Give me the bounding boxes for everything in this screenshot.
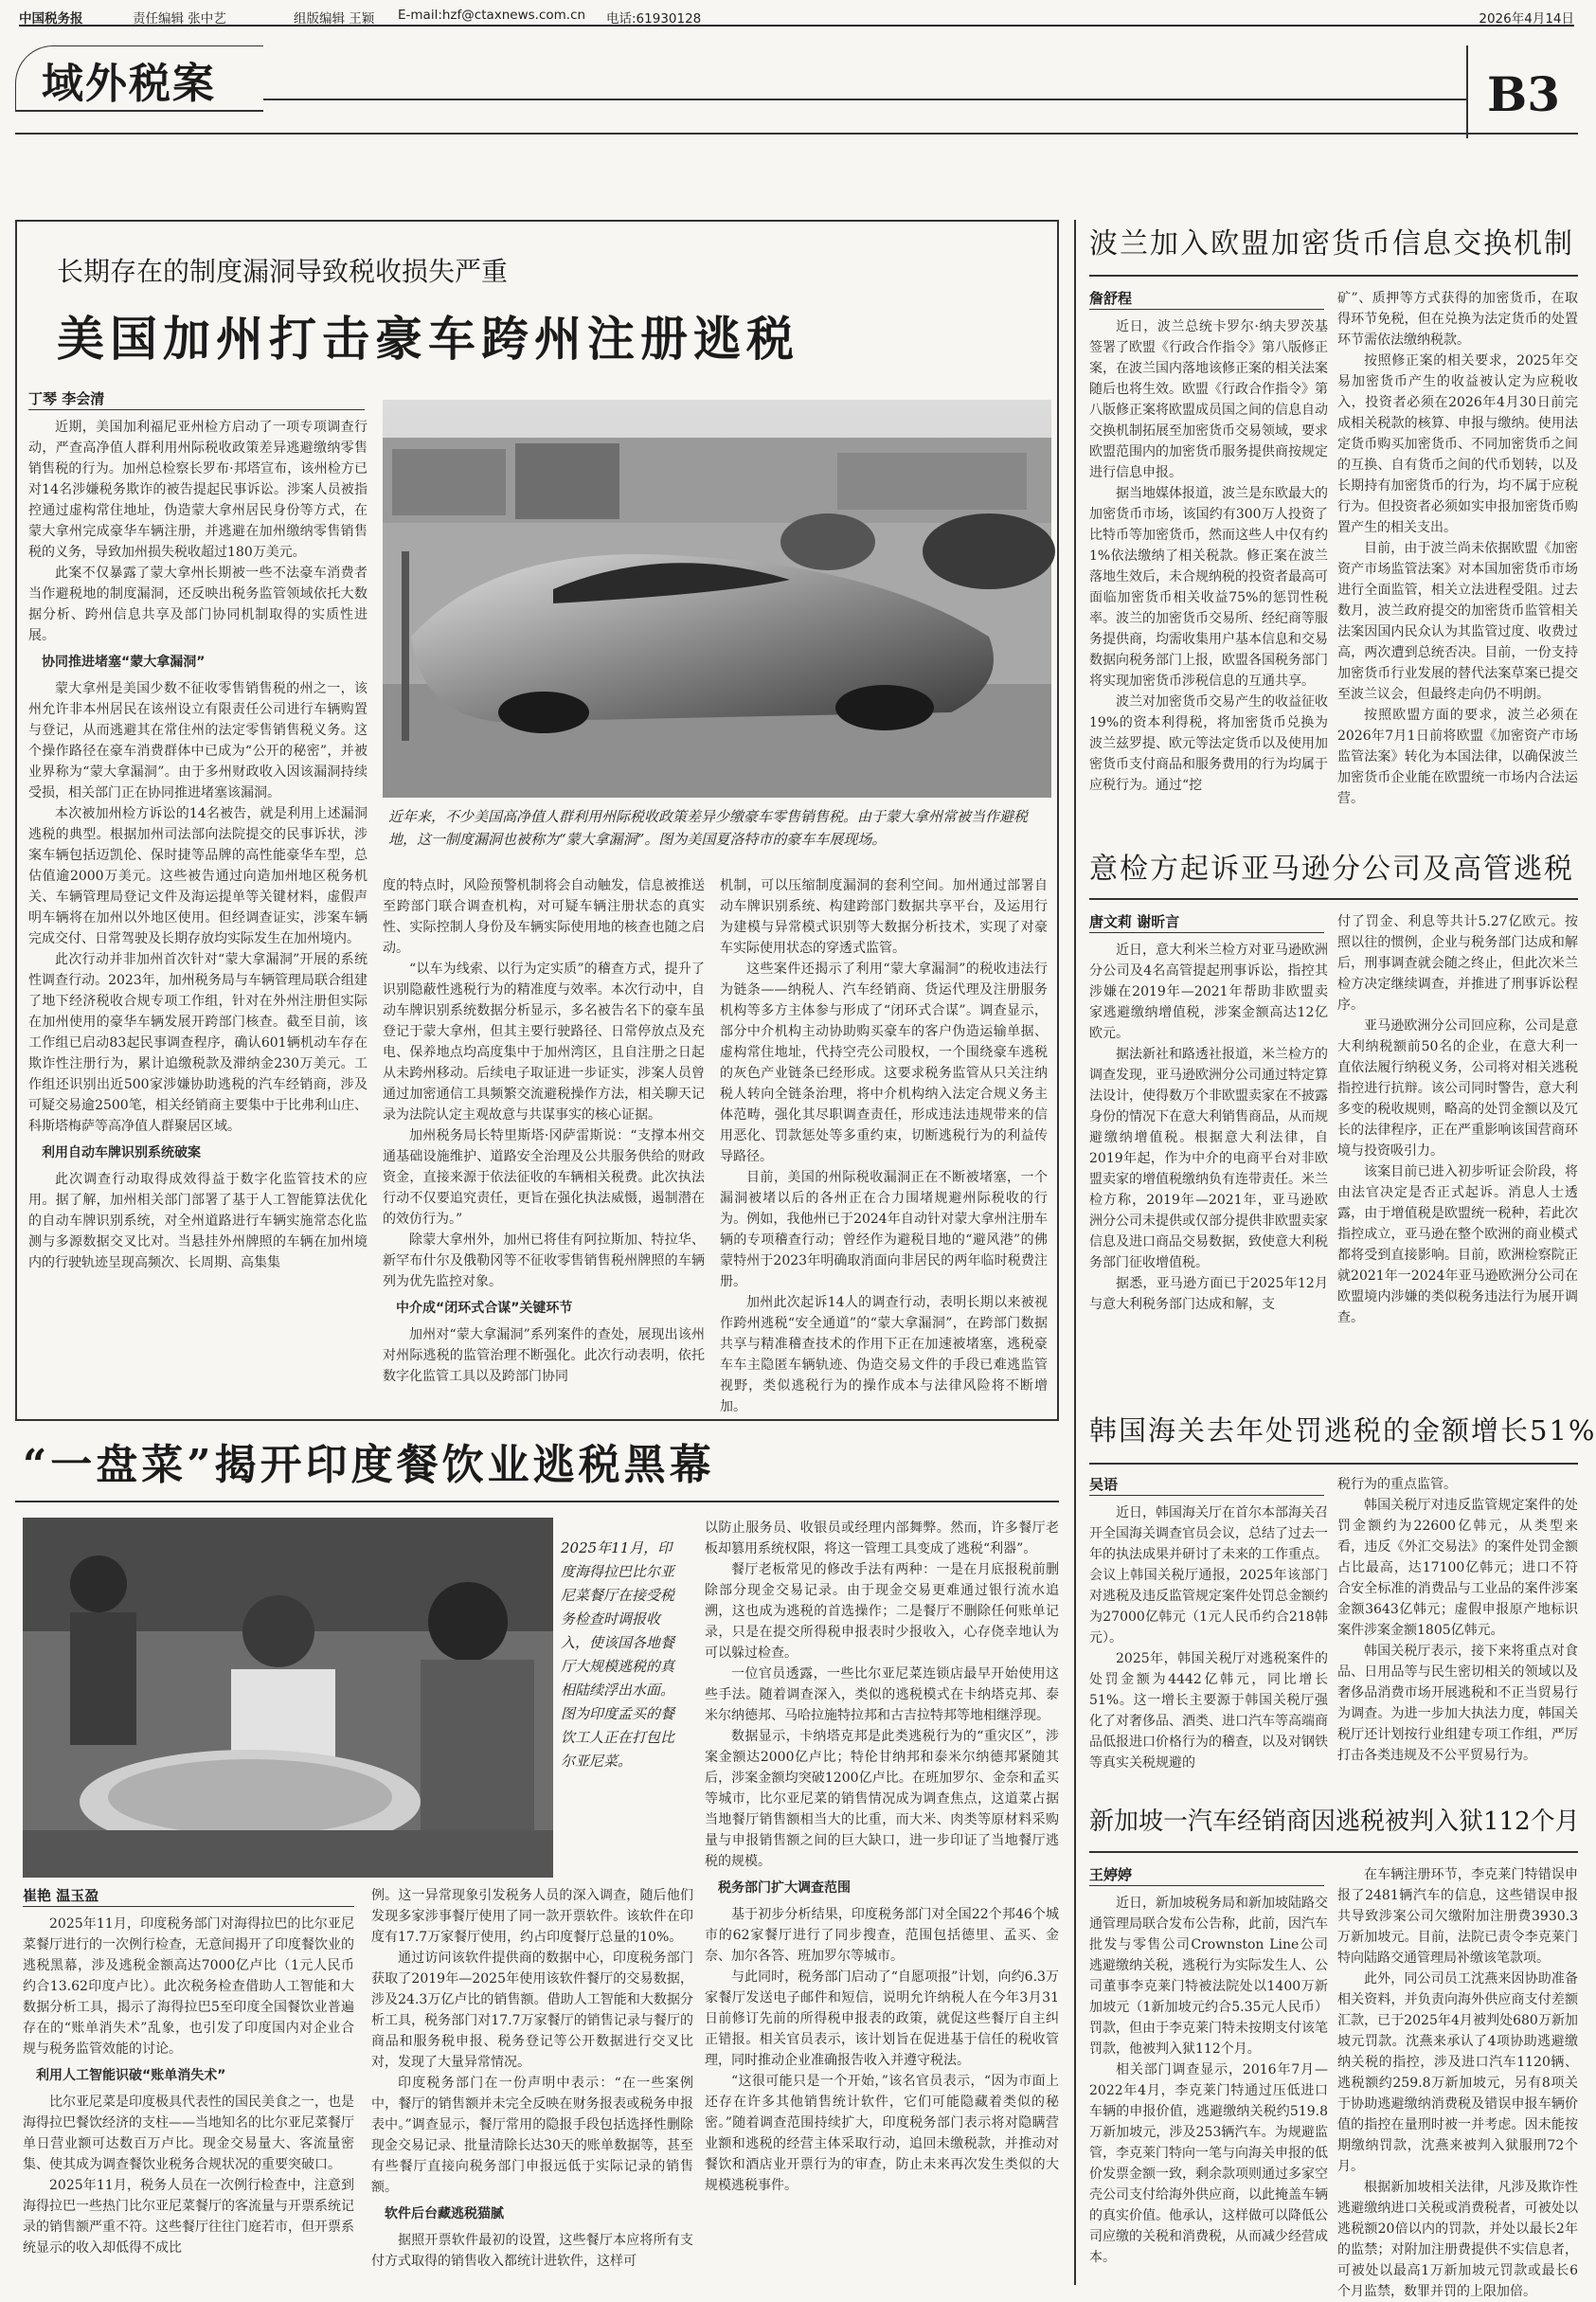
lead-paragraph: 此案不仅暴露了蒙大拿州长期被一些不法豪车消费者当作避税地的制度漏洞，还反映出税务监管领域依托大数据分析、跨州信息共享及部门协同机制取得的实质性进展。 (28, 566, 368, 643)
india-paragraph: 比尔亚尼菜是印度极具代表性的国民美食之一，也是海得拉巴餐饮经济的支柱——当地知名的比尔亚尼菜餐厅单日营业额可达数百万卢比。现金交易量大、客流量密集、使其成为调查餐饮业税务合规状况的重要突破口。 (23, 2095, 354, 2172)
korea-byline: 吴语 (1089, 1476, 1119, 1493)
korea-byline-rule (1089, 1495, 1324, 1496)
lead-subhead: 协同推进堵塞“蒙大拿漏洞” (42, 655, 206, 670)
date: 2026年4月14日 (1479, 11, 1574, 27)
lead-paragraph: 加州税务局长特里斯塔·冈萨雷斯说：“支撑本州交通基础设施维护、道路安全治理及公共服务供给的财政资金，直接来源于依法征收的车辆相关税费。此次执法行动不仅要追究责任，更旨在强化执法威慑，遏制潜在的效仿行为。” (383, 1128, 705, 1227)
india-paragraph: 基于初步分析结果，印度税务部门对全国22个邦46个城市的62家餐厅进行了同步搜查，范围包括德里、孟买、金奈、加尔各答、班加罗尔等城市。 (705, 1907, 1059, 1964)
india-paragraph: 数据显示，卡纳塔克邦是此类逃税行为的“重灾区”，涉案金额达2000亿卢比；特伦甘纳邦和泰米尔纳德邦紧随其后，涉案金额均突破1200亿卢比。在班加罗尔、金奈和孟买等城市，比尔亚尼菜的销售情况成为调查焦点，这道菜占据当地餐厅销售额相当大的比重，而大米、肉类等原材料采购量与申报销售额之间的巨大缺口，进一步印证了当地餐厅逃税的规模。 (705, 1729, 1059, 1869)
singapore-column-2 (1337, 1864, 1578, 2299)
poland-paragraph: 按照欧盟方面的要求，波兰必须在2026年7月1日前将欧盟《加密资产市场监管法案》转化为本国法律，以确保波兰加密货币企业能在欧盟统一市场内合法运营。 (1337, 708, 1578, 806)
singapore-byline-rule (1089, 1885, 1324, 1886)
india-subhead: 软件后台藏逃税猫腻 (385, 2206, 504, 2221)
poland-paragraph: 据当地媒体报道，波兰是东欧最大的加密货币市场，该国约有300万人投资了比特币等加密货币，然而这些人中仅有约1%依法缴纳了相关税款。修正案在波兰落地生效后，未合规纳税的投资者最高可面临加密货币相关收益75%的惩罚性税率。波兰的加密货币交易所、经纪商等服务提供商，均需收集用户基本信息和交易数据向税务部门上报，欧盟各国税务部门将实现加密货币涉税信息的互通共享。 (1089, 486, 1328, 689)
email: E-mail:hzf@ctaxnews.com.cn (398, 8, 586, 23)
lead-column-1 (28, 417, 368, 1412)
india-paragraph: 以防止服务员、收银员或经理内部舞弊。然而，许多餐厅老板却篡用系统权限，将这一管理工具变成了逃税“利器”。 (705, 1520, 1059, 1556)
india-column-2 (371, 1885, 693, 2285)
lead-title: 美国加州打击豪车跨州注册逃税 (57, 311, 799, 367)
poland-title-rule (1089, 275, 1578, 277)
biryani-photo (23, 1518, 553, 1878)
singapore-title: 新加坡一汽车经销商因逃税被判入狱112个月 (1089, 1807, 1580, 1836)
lead-paragraph: “以车为线索、以行为定实质”的稽查方式，提升了识别隐蔽性逃税行为的精准度与效率。本次行动中，自动车牌识别系统数据分析显示，多名被告名下的豪车虽登记于蒙大拿州，但其主要行驶路径、日常停放点及充电、保养地点均高度集中于加州湾区，且自注册之日起从未跨州移动。后续电子取证进一步证实，涉案人员曾通过加密通信工具频繁交流避税操作方法，相关聊天记录为法院认定主观故意与共谋事实的核心证据。 (383, 962, 705, 1123)
india-column-1 (23, 1914, 354, 2285)
poland-paragraph: 近日，波兰总统卡罗尔·纳夫罗茨基签署了欧盟《行政合作指令》第八版修正案，在波兰国内落地该修正案的相关法案随后也将生效。欧盟《行政合作指令》第八版修正案将欧盟成员国之间的信息自动交换机制拓展至加密货币交易领域，要求欧盟范围内的加密货币服务提供商按规定进行信息申报。 (1089, 319, 1328, 480)
korea-paragraph: 税行为的重点监管。 (1337, 1477, 1457, 1492)
italy-paragraph: 付了罚金、利息等共计5.27亿欧元。按照以往的惯例，企业与税务部门达成和解后，刑事调查就会随之终止，但此次米兰检方决定继续调查，并推进了刑事诉讼程序。 (1337, 914, 1578, 1013)
singapore-paragraph: 此外，同公司员工沈燕来因协助准备相关资料，并负责向海外供应商支付差额汇款，已于2025年4月被判处680万新加坡元罚款。沈燕来承认了4项协助逃避缴纳关税的指控，涉及进口汽车1120辆、逃税额约259.8万新加坡元，另有8项关于协助逃避缴纳消费税及错误申报车辆价值的指控在量刑时被一并考虑。因未能按期缴纳罚款，沈燕来被判入狱服刑72个月。 (1337, 1971, 1578, 2174)
lead-paragraph: 蒙大拿州是美国少数不征收零售销售税的州之一，该州允许非本州居民在该州设立有限责任公司进行车辆购置与登记，从而逃避其在常住州的法定零售销售税义务。这个操作路径在豪车消费群体中已成为“公开的秘密”，并被业界称为“蒙大拿漏洞”。由于多州财政收入因该漏洞持续受损，相关部门正在协同推进堵塞该漏洞。 (28, 681, 368, 800)
poland-column-1 (1089, 316, 1328, 834)
india-column-3 (705, 1518, 1059, 2285)
korea-title: 韩国海关去年处罚逃税的金额增长51% (1089, 1414, 1596, 1447)
lead-paragraph: 本次被加州检方诉讼的14名被告，就是利用上述漏洞逃税的典型。根据加州司法部向法院提交的民事诉状，涉案车辆包括迈凯伦、保时捷等品牌的高性能豪华车型，总估值逾2000万美元。这些被告通过向造加州地区税务机关、车辆管理局登记文件及海运提单等关键材料，虚假声明车辆将在加州以外地区使用。但经调查证实，涉案车辆完成交付、日常驾驶及长期存放均实际发生在加州境内。 (28, 806, 368, 946)
singapore-paragraph: 在车辆注册环节，李克莱门特错误申报了2481辆汽车的信息，这些错误申报共导致涉案公司欠缴附加注册费3930.3万新加坡元。目前，法院已责令李克莱门特向陆路交通管理局补缴该笔款项。 (1337, 1867, 1578, 1966)
editor: 责任编辑 张中艺 (133, 11, 226, 27)
india-paragraph: 据照开票软件最初的设置，这些餐厅本应将所有支付方式取得的销售收入都统计进软件，这样可 (371, 2233, 693, 2269)
lead-kicker: 长期存在的制度漏洞导致税收损失严重 (57, 256, 509, 287)
poland-byline-rule (1089, 309, 1324, 310)
italy-title: 意检方起诉亚马逊分公司及高管逃税 (1089, 853, 1574, 886)
india-paragraph: 2025年11月，印度税务部门对海得拉巴的比尔亚尼菜餐厅进行的一次例行检查，无意间揭开了印度餐饮业的逃税黑幕，涉及逃税金额高达7000亿卢比（1元人民币约合13.62印度卢比）。此次税务检查借助人工智能和大数据分析工具，揭示了海得拉巴5至印度全国餐饮业普遍存在的“账单消失术”乱象，也引发了印度国内对企业合规与税务监管效能的讨论。 (23, 1916, 354, 2057)
lead-paragraph: 此次行动并非加州首次针对“蒙大拿漏洞”开展的系统性调查行动。2023年，加州税务局与车辆管理局联合组建了地下经济税收合规专项工作组，针对在外州注册但实际在加州使用的豪华车辆发展开跨部门核查。截至目前，该工作组已启动83起民事调查程序，确认601辆机动车存在欺诈性注册行为，累计追缴税款及滞纳金230万美元。工作组还识别出近500家涉嫌协助逃税的汽车经销商，涉及可疑交易逾2500笔，相关经销商主要集中于比弗利山庄、科斯塔梅萨等高净值人群聚居区域。 (28, 952, 368, 1134)
india-paragraph: 与此同时，税务部门启动了“自愿项报”计划，向约6.3万家餐厅发送电子邮件和短信，说明允许纳税人在今年3月31日前修订先前的所得税申报表的政策，就促这些餐厅自主纠正错报。相关官员表示，该计划旨在促进基于信任的税收管理，同时推动企业准确报告收入并遵守税法。 (705, 1969, 1059, 2068)
right-column-divider (1074, 220, 1076, 2285)
lead-paragraph: 这些案件还揭示了利用“蒙大拿漏洞”的税收违法行为链条——纳税人、汽车经销商、货运代理及注册服务机构等多方主体参与形成了“闭环式合谋”。调查显示，部分中介机构主动协助购买豪车的客户伪造运输单据、虚构常住地址，代持空壳公司股权，一个围绕豪车逃税的灰色产业链条已经形成。这要求税务监管从只关注纳税人转向全链条治理，将中介机构纳入法定合规义务主体范畴，强化其尽职调查责任，形成违法违规带来的信用恶化、罚款惩处等多重约束，切断逃税行为的利益传导路径。 (720, 962, 1048, 1164)
lead-paragraph: 近期，美国加利福尼亚州检方启动了一项专项调查行动，严查高净值人群利用州际税收政策差异逃避缴纳零售销售税的行为。加州总检察长罗布·邦塔宣布，该州检方已对14名涉嫌税务欺诈的被告提起民事诉讼。涉案人员被指控通过虚构常住地址，伪造蒙大拿州居民身份等方式，在蒙大拿州完成豪华车辆注册，并逃避在加州缴纳零售销售税的义务，导致加州损失税收超过180万美元。 (28, 420, 368, 560)
singapore-paragraph: 根据新加坡相关法律，凡涉及欺诈性逃避缴纳进口关税或消费税者，可被处以逃税额20倍以内的罚款，并处以最长2年的监禁；对附加注册费提供不实信息者，可被处以最高1万新加坡元罚款或最长6个月监禁，数罪并罚的上限加倍。 (1337, 2180, 1578, 2299)
masthead (19, 6, 1574, 27)
india-subhead: 税务部门扩大调查范围 (718, 1880, 851, 1896)
korea-paragraph: 韩国关税厅对违反监管规定案件的处罚金额约为22600亿韩元，从类型来看，违反《外汇交易法》的案件处罚金额占比最高，达17100亿韩元；进口不符合安全标准的消费品与工业品的案件涉案金额3643亿韩元；虚假申报原产地标识案件涉案金额1805亿韩元。 (1337, 1498, 1578, 1638)
lead-byline-rule (28, 409, 365, 410)
page-number: B3 (1487, 66, 1561, 122)
italy-paragraph: 亚马逊欧洲分公司回应称，公司是意大利纳税额前50名的企业，在意大利一直依法履行纳税义务，公司将对相关逃税指控进行抗辩。该公司同时警告，意大利多变的税收规则，略高的处罚金额以及冗长的法律程序，正在严重影响该国营商环境与投资吸引力。 (1337, 1018, 1578, 1159)
singapore-paragraph: 近日，新加坡税务局和新加坡陆路交通管理局联合发布公告称，此前，因汽车批发与零售公司Crownston Line公司逃避缴纳关税，逃税行为实际发生人、公司董事李克莱门特被法院处以1400万新加坡元（1新加坡元约合5.35元人民币）罚款，但由于李克莱门特未按期支付该笔罚款，他被判入狱112个月。 (1089, 1896, 1328, 2057)
italy-column-2 (1337, 911, 1578, 1398)
lead-paragraph: 此次调查行动取得成效得益于数字化监管技术的应用。据了解，加州相关部门部署了基于人工智能算法优化的自动车牌识别系统，对全州道路进行车辆实施常态化监测与多源数据交叉比对。当悬挂外州牌照的车辆在加州境内的行驶轨迹呈现高频次、长周期、高集集 (28, 1172, 368, 1270)
korea-paragraph: 韩国关税厅表示，接下来将重点对食品、日用品等与民生密切相关的领域以及奢侈品消费市场开展逃税和不正当贸易行为调查。为进一步加大执法力度，韩国关税厅还计划按行业组建专项工作组，严厉打击各类违规及不公平贸易行为。 (1337, 1644, 1578, 1763)
india-paragraph: “这很可能只是一个开始，”该名官员表示，“因为市面上还存在许多其他销售统计软件，它们可能隐藏着类似的秘密。”随着调查范围持续扩大，印度税务部门表示将对隐瞒营业额和逃税的经营主体采取行动，追回未缴税款，并推动对餐饮和酒店业开票行为的审查，防止未来再次发生类似的大规模逃税事件。 (705, 2074, 1059, 2193)
italy-paragraph: 近日，意大利米兰检方对亚马逊欧洲分公司及4名高管提起刑事诉讼，指控其涉嫌在2019年—2021年帮助非欧盟卖家逃避缴纳增值税，涉案金额高达12亿欧元。 (1089, 943, 1328, 1041)
section-name: 域外税案 (42, 60, 216, 108)
lead-paragraph: 目前，美国的州际税收漏洞正在不断被堵塞，一个漏洞被堵以后的各州正在合力围堵规避州际税收的行为。例如，我他州已于2024年自动针对蒙大拿州注册车辆的专项稽查行动；曾经作为避税目地的“避风港”的佛蒙特州于2023年明确取消面向非居民的两年临时税费注册。 (720, 1170, 1048, 1289)
singapore-column-1 (1089, 1893, 1328, 2285)
section-rule (263, 99, 1466, 100)
korea-paragraph: 2025年，韩国关税厅对逃税案件的处罚金额为4442亿韩元，同比增长51%。这一增长主要源于韩国关税厅强化了对奢侈品、酒类、进口汽车等高端商品低报进口价格行为的稽查，以及对钢铁等真实关税规避的 (1089, 1651, 1328, 1771)
phone: 电话:61930128 (606, 11, 702, 27)
india-subhead: 利用人工智能识破“账单消失术” (36, 2068, 226, 2083)
paper-name: 中国税务报 (19, 11, 83, 27)
singapore-paragraph: 相关部门调查显示，2016年7月—2022年4月，李克莱门特通过压低进口车辆的申报价值，逃避缴纳关税约519.8万新加坡元，涉及253辆汽车。为规避监管，李克莱门特向一笔与向海关申报的低价发票金额一致，剩余款项则通过多家空壳公司支付给海外供应商，以此掩盖车辆的真实价值。他承认，这样做可以降低公司应缴的关税和消费税，从而减少经营成本。 (1089, 2062, 1328, 2265)
lead-column-3 (720, 875, 1048, 1412)
italy-paragraph: 据悉，亚马逊方面已于2025年12月与意大利税务部门达成和解，支 (1089, 1276, 1328, 1312)
lead-paragraph: 加州对“蒙大拿漏洞”系列案件的查处，展现出该州对州际逃税的监管治理不断强化。此次行动表明，依托数字化监管工具以及跨部门协同 (383, 1327, 705, 1384)
poland-paragraph: 波兰对加密货币交易产生的收益征收19%的资本利得税，将加密货币兑换为波兰兹罗提、欧元等法定货币以及使用加密货币支付商品和服务费用的行为均属于应税行为。通过“挖 (1089, 694, 1328, 793)
korea-paragraph: 近日，韩国海关厅在首尔本部海关召开全国海关调查官员会议，总结了过去一年的执法成果并研讨了未来的工作重点。会议上韩国关税厅通报，2025年该部门对逃税及违反监管规定案件处罚总金额约为27000亿韩元（1元人民币约合218韩元）。 (1089, 1505, 1328, 1646)
korea-column-2 (1337, 1474, 1578, 1794)
lead-paragraph: 加州此次起诉14人的调查行动，表明长期以来被视作跨州逃税“安全通道”的“蒙大拿漏洞”，在跨部门数据共享与精准稽查技术的作用下正在加速被堵塞，逃税豪车车主隐匿车辆轨迹、伪造交易文件的手段已难逃监管视野，类似逃税行为的操作成本与法律风险将不断增加。 (720, 1295, 1048, 1414)
lead-subhead: 利用自动车牌识别系统破案 (42, 1145, 201, 1160)
india-title-rule (15, 1501, 1059, 1502)
poland-paragraph: 矿”、质押等方式获得的加密货币，在取得环节免税，但在兑换为法定货币的处置环节需依法缴纳税款。 (1337, 291, 1578, 348)
india-paragraph: 一位官员透露，一些比尔亚尼菜连锁店最早开始使用这些手法。随着调查深入，类似的逃税模式在卡纳塔克邦、泰米尔纳德邦、马哈拉施特拉邦和古吉拉特邦等地相继浮现。 (705, 1666, 1059, 1723)
lead-paragraph: 度的特点时，风险预警机制将会自动触发，信息被推送至跨部门联合调查机构，对可疑车辆注册状态的真实性、实际控制人身份及车辆实际使用地的核查也随之启动。 (383, 878, 705, 956)
india-paragraph: 印度税务部门在一份声明中表示：“在一些案例中，餐厅的销售额并未完全反映在财务报表或税务申报表中。”调查显示，餐厅常用的隐报手段包括选择性删除现金交易记录、批量清除长达30天的账单数据等，甚至有些餐厅直接向税务部门申报远低于实际记录的销售额。 (371, 2076, 693, 2195)
poland-paragraph: 目前，由于波兰尚未依据欧盟《加密资产市场监管法案》对本国加密货币市场进行全面监管，相关立法进程受阻。过去数月，波兰政府提交的加密货币监管相关法案因国内民众认为其监管过度、收费过高，两次遭到总统否决。目前，一份支持加密货币行业发展的替代法案草案已提交至波兰议会，但最终走向仍不明朗。 (1337, 541, 1578, 702)
india-caption: 2025年11月，印度海得拉巴比尔亚尼菜餐厅在接受税务检查时调报收入，使该国各地餐厅大规模逃税的真相陆续浮出水面。图为印度孟买的餐饮工人正在打包比尔亚尼菜。 (561, 1539, 675, 1770)
italy-title-rule (1089, 898, 1578, 900)
india-paragraph: 例。这一异常现象引发税务人员的深入调查，随后他们发现多家涉事餐厅使用了同一款开票软件。该软件在印度有17.7万家餐厅使用，约占印度餐厅总量的10%。 (371, 1888, 693, 1945)
italy-byline: 唐文莉 谢昕言 (1089, 913, 1180, 930)
korea-column-1 (1089, 1502, 1328, 1794)
poland-paragraph: 按照修正案的相关要求，2025年交易加密货币产生的收益被认定为应税收入，投资者必须在2026年4月30日前完成相关税款的核算、申报与缴纳。使用法定货币购买加密货币、不同加密货币之间的互换、自有货币之间的代币划转，以及长期持有加密货币的行为，均不属于应税行为。但投资者必须如实申报加密货币购置产生的相关支出。 (1337, 353, 1578, 535)
india-paragraph: 通过访问该软件提供商的数据中心，印度税务部门获取了2019年—2025年使用该软件餐厅的交易数据，涉及24.3万亿卢比的销售额。借助人工智能和大数据分析工具，税务部门对17.7万家餐厅的销售记录与餐厅的商品和服务税申报、税务登记等公开数据进行交叉比对，发现了大量异常情况。 (371, 1951, 693, 2070)
lead-byline: 丁琴 李会清 (28, 390, 105, 407)
singapore-byline: 王婷婷 (1089, 1866, 1133, 1883)
india-paragraph: 餐厅老板常见的修改手法有两种：一是在月底报税前删除部分现金交易记录。由于现金交易更难通过银行流水追溯，这也成为逃税的首选操作；二是餐厅不删除任何账单记录，只是在提交所得税申报表时少报收入，心存侥幸地认为可以躲过检查。 (705, 1562, 1059, 1661)
poland-column-2 (1337, 288, 1578, 834)
page-number-divider (1466, 45, 1468, 138)
italy-paragraph: 据法新社和路透社报道，米兰检方的调查发现，亚马逊欧洲分公司通过特定算法设计，使得数万个非欧盟卖家在不披露身份的情况下在意大利销售商品，从而规避缴纳增值税。根据意大利法律，自2019年起，作为中介的电商平台对非欧盟卖家的增值税缴纳负有连带责任。米兰检方称，2019年—2021年，亚马逊欧洲分公司未提供或仅部分提供非欧盟卖家信息及进口商品交易数据，致使意大利税务部门征收增值税。 (1089, 1047, 1328, 1270)
italy-column-1 (1089, 940, 1328, 1398)
supercar-photo (383, 400, 1051, 798)
lead-paragraph: 除蒙大拿州外，加州已将佳有阿拉斯加、特拉华、新罕布什尔及俄勒冈等不征收零售销售税州牌照的车辆列为优先监控对象。 (383, 1232, 705, 1289)
singapore-title-rule (1089, 1851, 1578, 1853)
lead-subhead: 中介成“闭环式合谋”关键环节 (396, 1301, 573, 1316)
kitchen-workers-illustration (23, 1518, 553, 1878)
italy-paragraph: 该案目前已进入初步听证会阶段，将由法官决定是否正式起诉。消息人士透露，由于增值税是欧盟统一税种，若此次指控成立，亚马逊在整个欧洲的商业模式都将受到直接影响。目前，欧洲检察院正就2021年一2024年亚马逊欧洲分公司在欧盟境内涉嫌的类似税务违法行为展开调查。 (1337, 1164, 1578, 1325)
india-byline: 崔艳 温玉盈 (23, 1887, 99, 1904)
india-byline-rule (23, 1906, 354, 1907)
supercar-illustration (383, 400, 1051, 798)
india-paragraph: 2025年11月，税务人员在一次例行检查中，注意到海得拉巴一些热门比尔亚尼菜餐厅的客流量与开票系统记录的销售额严重不符。这些餐厅往往门庭若市，但开票系统显示的收入却低得不成比 (23, 2178, 354, 2256)
lead-paragraph: 机制，可以压缩制度漏洞的套利空间。加州通过部署自动车牌识别系统、构建跨部门数据共享平台，及运用行为建模与异常模式识别等大数据分析技术，实现了对豪车实际使用状态的穿透式监管。 (720, 878, 1048, 956)
poland-byline: 詹舒程 (1089, 290, 1133, 307)
poland-title: 波兰加入欧盟加密货币信息交换机制 (1089, 227, 1574, 261)
header-bottom-rule (15, 133, 1578, 135)
india-title: “一盘菜”揭开印度餐饮业逃税黑幕 (23, 1441, 715, 1489)
lead-caption: 近年来，不少美国高净值人群利用州际税收政策差异少缴豪车零售销售税。由于蒙大拿州常被当作避税地，这一制度漏洞也被称为“蒙大拿漏洞”。图为美国夏洛特市的豪车车展现场。 (388, 808, 1029, 848)
lead-column-2 (383, 875, 705, 1412)
layout-editor: 组版编辑 王颖 (294, 11, 375, 27)
italy-byline-rule (1089, 932, 1324, 933)
korea-title-rule (1089, 1463, 1578, 1465)
